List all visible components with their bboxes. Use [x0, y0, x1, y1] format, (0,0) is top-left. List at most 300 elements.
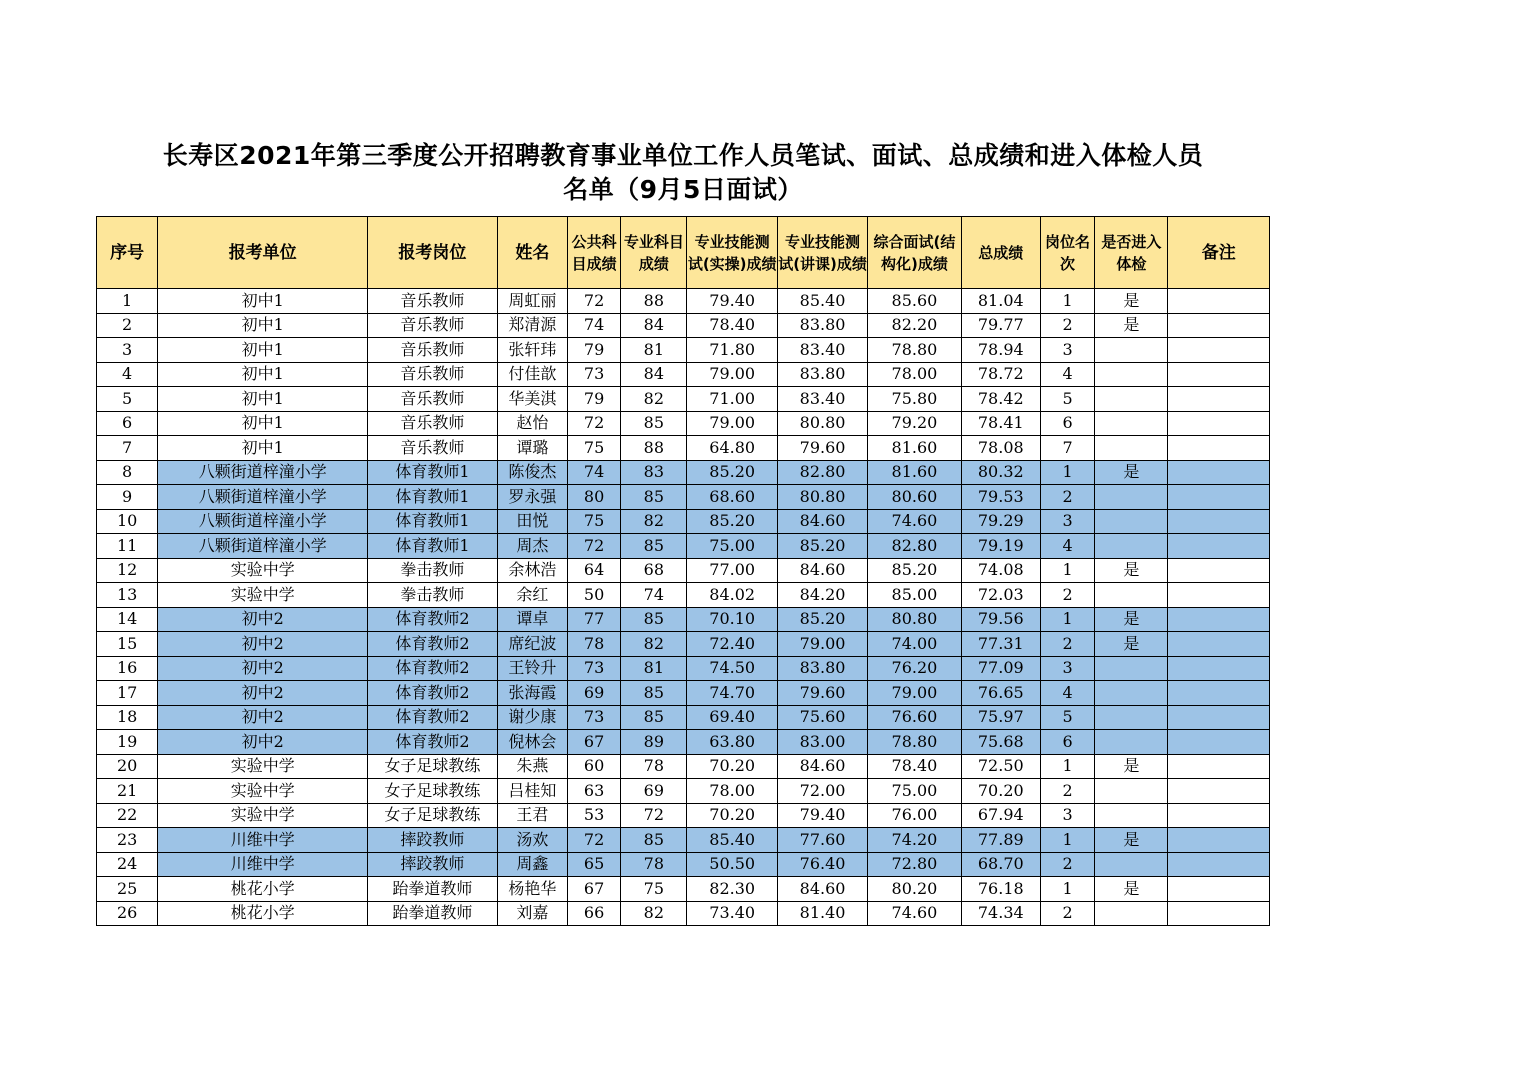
cell-interview-score: 78.80 [868, 338, 961, 363]
table-row [97, 754, 1270, 779]
cell-position: 摔跤教师 [368, 828, 498, 853]
header-physical-exam: 是否进入体检 [1095, 217, 1168, 289]
cell-note [1168, 681, 1270, 706]
cell-skill-practice-score: 78.00 [687, 779, 777, 804]
cell-physical-exam: 是 [1095, 289, 1168, 314]
cell-interview-score: 80.20 [868, 877, 961, 902]
cell-position: 体育教师2 [368, 681, 498, 706]
cell-name: 谢少康 [497, 705, 567, 730]
cell-rank: 3 [1040, 509, 1094, 534]
cell-position: 音乐教师 [368, 313, 498, 338]
cell-major-score: 84 [621, 313, 687, 338]
cell-unit: 实验中学 [158, 558, 368, 583]
header-skill-lecture-score: 专业技能测试(讲课)成绩 [777, 217, 867, 289]
cell-name: 倪林会 [497, 730, 567, 755]
cell-major-score: 85 [621, 681, 687, 706]
cell-public-score: 64 [567, 558, 620, 583]
cell-skill-practice-score: 50.50 [687, 852, 777, 877]
cell-skill-practice-score: 77.00 [687, 558, 777, 583]
cell-skill-lecture-score: 83.80 [777, 656, 867, 681]
header-row [97, 217, 1270, 289]
cell-physical-exam [1095, 436, 1168, 461]
cell-skill-lecture-score: 80.80 [777, 411, 867, 436]
cell-seq: 3 [97, 338, 158, 363]
cell-name: 谭璐 [497, 436, 567, 461]
cell-seq: 12 [97, 558, 158, 583]
cell-total-score: 77.09 [961, 656, 1040, 681]
cell-skill-practice-score: 82.30 [687, 877, 777, 902]
cell-total-score: 77.89 [961, 828, 1040, 853]
cell-unit: 初中1 [158, 289, 368, 314]
cell-seq: 22 [97, 803, 158, 828]
cell-name: 田悦 [497, 509, 567, 534]
cell-total-score: 78.94 [961, 338, 1040, 363]
cell-physical-exam [1095, 852, 1168, 877]
cell-major-score: 85 [621, 411, 687, 436]
cell-skill-lecture-score: 83.00 [777, 730, 867, 755]
cell-position: 体育教师2 [368, 705, 498, 730]
cell-interview-score: 85.20 [868, 558, 961, 583]
cell-position: 音乐教师 [368, 436, 498, 461]
cell-total-score: 79.19 [961, 534, 1040, 559]
cell-seq: 20 [97, 754, 158, 779]
cell-rank: 1 [1040, 877, 1094, 902]
cell-position: 音乐教师 [368, 387, 498, 412]
cell-public-score: 53 [567, 803, 620, 828]
cell-total-score: 70.20 [961, 779, 1040, 804]
cell-rank: 1 [1040, 607, 1094, 632]
cell-major-score: 68 [621, 558, 687, 583]
table-row [97, 803, 1270, 828]
cell-note [1168, 705, 1270, 730]
cell-public-score: 73 [567, 656, 620, 681]
cell-public-score: 67 [567, 730, 620, 755]
table-row [97, 509, 1270, 534]
cell-note [1168, 558, 1270, 583]
cell-note [1168, 387, 1270, 412]
cell-rank: 1 [1040, 460, 1094, 485]
cell-name: 陈俊杰 [497, 460, 567, 485]
cell-name: 付佳歆 [497, 362, 567, 387]
cell-unit: 八颗街道梓潼小学 [158, 485, 368, 510]
cell-total-score: 80.32 [961, 460, 1040, 485]
cell-rank: 4 [1040, 534, 1094, 559]
cell-position: 体育教师1 [368, 534, 498, 559]
cell-total-score: 81.04 [961, 289, 1040, 314]
cell-seq: 10 [97, 509, 158, 534]
cell-seq: 15 [97, 632, 158, 657]
cell-public-score: 66 [567, 901, 620, 926]
cell-major-score: 89 [621, 730, 687, 755]
cell-name: 华美淇 [497, 387, 567, 412]
cell-seq: 16 [97, 656, 158, 681]
table-row [97, 607, 1270, 632]
cell-public-score: 63 [567, 779, 620, 804]
cell-major-score: 78 [621, 754, 687, 779]
cell-position: 音乐教师 [368, 338, 498, 363]
cell-unit: 实验中学 [158, 583, 368, 608]
table-row [97, 656, 1270, 681]
cell-unit: 八颗街道梓潼小学 [158, 534, 368, 559]
cell-unit: 桃花小学 [158, 877, 368, 902]
cell-name: 张海霞 [497, 681, 567, 706]
cell-skill-practice-score: 79.40 [687, 289, 777, 314]
table-row [97, 485, 1270, 510]
cell-major-score: 85 [621, 705, 687, 730]
table-row [97, 583, 1270, 608]
cell-note [1168, 656, 1270, 681]
cell-note [1168, 901, 1270, 926]
cell-note [1168, 583, 1270, 608]
cell-rank: 4 [1040, 681, 1094, 706]
cell-skill-lecture-score: 79.60 [777, 436, 867, 461]
cell-interview-score: 75.00 [868, 779, 961, 804]
cell-rank: 3 [1040, 656, 1094, 681]
cell-major-score: 85 [621, 607, 687, 632]
cell-skill-practice-score: 78.40 [687, 313, 777, 338]
header-rank: 岗位名次 [1040, 217, 1094, 289]
table-row [97, 877, 1270, 902]
cell-interview-score: 85.60 [868, 289, 961, 314]
cell-name: 吕桂知 [497, 779, 567, 804]
cell-public-score: 75 [567, 436, 620, 461]
table-row [97, 534, 1270, 559]
cell-position: 体育教师1 [368, 460, 498, 485]
cell-name: 王君 [497, 803, 567, 828]
cell-seq: 26 [97, 901, 158, 926]
cell-skill-practice-score: 84.02 [687, 583, 777, 608]
cell-total-score: 67.94 [961, 803, 1040, 828]
cell-rank: 2 [1040, 901, 1094, 926]
cell-unit: 初中1 [158, 313, 368, 338]
cell-public-score: 74 [567, 460, 620, 485]
cell-rank: 1 [1040, 289, 1094, 314]
cell-name: 朱燕 [497, 754, 567, 779]
cell-note [1168, 460, 1270, 485]
cell-public-score: 78 [567, 632, 620, 657]
cell-unit: 八颗街道梓潼小学 [158, 509, 368, 534]
cell-interview-score: 79.00 [868, 681, 961, 706]
document-title-line2: 名单（9月5日面试） [563, 175, 803, 204]
cell-name: 杨艳华 [497, 877, 567, 902]
cell-skill-lecture-score: 84.60 [777, 754, 867, 779]
cell-note [1168, 632, 1270, 657]
cell-name: 赵怡 [497, 411, 567, 436]
cell-skill-lecture-score: 83.80 [777, 362, 867, 387]
cell-major-score: 72 [621, 803, 687, 828]
cell-major-score: 85 [621, 828, 687, 853]
cell-public-score: 50 [567, 583, 620, 608]
cell-skill-practice-score: 79.00 [687, 362, 777, 387]
cell-total-score: 79.77 [961, 313, 1040, 338]
cell-seq: 23 [97, 828, 158, 853]
cell-skill-lecture-score: 79.40 [777, 803, 867, 828]
table-row [97, 632, 1270, 657]
cell-skill-practice-score: 71.80 [687, 338, 777, 363]
cell-position: 跆拳道教师 [368, 901, 498, 926]
table-row [97, 313, 1270, 338]
cell-position: 女子足球教练 [368, 779, 498, 804]
cell-public-score: 79 [567, 338, 620, 363]
cell-unit: 初中2 [158, 705, 368, 730]
cell-name: 郑清源 [497, 313, 567, 338]
cell-physical-exam [1095, 583, 1168, 608]
cell-physical-exam [1095, 705, 1168, 730]
cell-public-score: 72 [567, 828, 620, 853]
cell-position: 体育教师2 [368, 632, 498, 657]
cell-total-score: 75.68 [961, 730, 1040, 755]
table-row [97, 901, 1270, 926]
cell-interview-score: 80.80 [868, 607, 961, 632]
cell-public-score: 72 [567, 411, 620, 436]
header-unit: 报考单位 [158, 217, 368, 289]
cell-seq: 9 [97, 485, 158, 510]
cell-major-score: 85 [621, 485, 687, 510]
cell-note [1168, 362, 1270, 387]
cell-physical-exam [1095, 362, 1168, 387]
cell-public-score: 72 [567, 534, 620, 559]
cell-total-score: 72.50 [961, 754, 1040, 779]
cell-total-score: 78.41 [961, 411, 1040, 436]
cell-seq: 13 [97, 583, 158, 608]
header-skill-practice-score: 专业技能测试(实操)成绩 [687, 217, 777, 289]
cell-physical-exam: 是 [1095, 877, 1168, 902]
cell-skill-practice-score: 70.20 [687, 754, 777, 779]
cell-public-score: 67 [567, 877, 620, 902]
cell-skill-practice-score: 75.00 [687, 534, 777, 559]
cell-name: 周鑫 [497, 852, 567, 877]
cell-name: 余红 [497, 583, 567, 608]
cell-total-score: 78.08 [961, 436, 1040, 461]
cell-public-score: 74 [567, 313, 620, 338]
cell-skill-practice-score: 69.40 [687, 705, 777, 730]
cell-total-score: 74.34 [961, 901, 1040, 926]
header-seq: 序号 [97, 217, 158, 289]
cell-skill-lecture-score: 83.40 [777, 338, 867, 363]
cell-position: 体育教师1 [368, 509, 498, 534]
cell-position: 体育教师2 [368, 656, 498, 681]
cell-total-score: 78.72 [961, 362, 1040, 387]
cell-rank: 3 [1040, 803, 1094, 828]
cell-position: 拳击教师 [368, 583, 498, 608]
cell-position: 音乐教师 [368, 411, 498, 436]
cell-physical-exam [1095, 656, 1168, 681]
cell-skill-lecture-score: 77.60 [777, 828, 867, 853]
cell-skill-lecture-score: 83.40 [777, 387, 867, 412]
cell-total-score: 76.18 [961, 877, 1040, 902]
cell-seq: 4 [97, 362, 158, 387]
cell-interview-score: 80.60 [868, 485, 961, 510]
header-position: 报考岗位 [368, 217, 498, 289]
cell-seq: 11 [97, 534, 158, 559]
cell-interview-score: 76.60 [868, 705, 961, 730]
cell-note [1168, 754, 1270, 779]
cell-interview-score: 74.20 [868, 828, 961, 853]
cell-skill-practice-score: 64.80 [687, 436, 777, 461]
cell-note [1168, 289, 1270, 314]
cell-public-score: 73 [567, 362, 620, 387]
cell-total-score: 75.97 [961, 705, 1040, 730]
cell-interview-score: 78.80 [868, 730, 961, 755]
cell-unit: 初中2 [158, 607, 368, 632]
cell-skill-practice-score: 85.20 [687, 509, 777, 534]
cell-skill-practice-score: 85.40 [687, 828, 777, 853]
cell-seq: 8 [97, 460, 158, 485]
cell-position: 女子足球教练 [368, 754, 498, 779]
results-table [96, 216, 1270, 926]
cell-position: 体育教师1 [368, 485, 498, 510]
cell-skill-lecture-score: 76.40 [777, 852, 867, 877]
cell-skill-practice-score: 63.80 [687, 730, 777, 755]
cell-interview-score: 81.60 [868, 460, 961, 485]
table-row [97, 705, 1270, 730]
cell-physical-exam: 是 [1095, 558, 1168, 583]
cell-physical-exam [1095, 730, 1168, 755]
cell-skill-lecture-score: 84.60 [777, 509, 867, 534]
cell-skill-lecture-score: 84.20 [777, 583, 867, 608]
cell-interview-score: 85.00 [868, 583, 961, 608]
document-title-line1: 长寿区2021年第三季度公开招聘教育事业单位工作人员笔试、面试、总成绩和进入体检人员 [162, 141, 1204, 170]
cell-rank: 2 [1040, 632, 1094, 657]
cell-name: 余林浩 [497, 558, 567, 583]
cell-note [1168, 509, 1270, 534]
cell-skill-lecture-score: 85.20 [777, 607, 867, 632]
cell-skill-lecture-score: 79.00 [777, 632, 867, 657]
cell-total-score: 79.56 [961, 607, 1040, 632]
cell-public-score: 80 [567, 485, 620, 510]
cell-name: 罗永强 [497, 485, 567, 510]
cell-name: 席纪波 [497, 632, 567, 657]
cell-major-score: 82 [621, 387, 687, 412]
cell-note [1168, 779, 1270, 804]
cell-rank: 2 [1040, 583, 1094, 608]
cell-note [1168, 828, 1270, 853]
cell-interview-score: 82.20 [868, 313, 961, 338]
cell-physical-exam [1095, 509, 1168, 534]
cell-rank: 1 [1040, 828, 1094, 853]
table-row [97, 852, 1270, 877]
cell-public-score: 73 [567, 705, 620, 730]
table-row [97, 779, 1270, 804]
cell-physical-exam [1095, 411, 1168, 436]
cell-physical-exam [1095, 338, 1168, 363]
cell-name: 王铃升 [497, 656, 567, 681]
cell-unit: 初中1 [158, 338, 368, 363]
cell-interview-score: 78.40 [868, 754, 961, 779]
header-public-score: 公共科目成绩 [567, 217, 620, 289]
cell-note [1168, 411, 1270, 436]
cell-position: 音乐教师 [368, 362, 498, 387]
cell-skill-practice-score: 74.70 [687, 681, 777, 706]
cell-seq: 21 [97, 779, 158, 804]
cell-major-score: 81 [621, 656, 687, 681]
cell-interview-score: 79.20 [868, 411, 961, 436]
table-row [97, 338, 1270, 363]
cell-major-score: 88 [621, 289, 687, 314]
cell-skill-practice-score: 73.40 [687, 901, 777, 926]
cell-skill-lecture-score: 81.40 [777, 901, 867, 926]
cell-unit: 八颗街道梓潼小学 [158, 460, 368, 485]
cell-rank: 1 [1040, 558, 1094, 583]
cell-interview-score: 74.60 [868, 901, 961, 926]
cell-seq: 25 [97, 877, 158, 902]
table-row [97, 558, 1270, 583]
cell-unit: 川维中学 [158, 852, 368, 877]
cell-seq: 7 [97, 436, 158, 461]
cell-name: 周虹丽 [497, 289, 567, 314]
cell-unit: 初中2 [158, 656, 368, 681]
cell-skill-practice-score: 70.20 [687, 803, 777, 828]
cell-rank: 2 [1040, 779, 1094, 804]
cell-skill-lecture-score: 84.60 [777, 558, 867, 583]
header-note: 备注 [1168, 217, 1270, 289]
cell-skill-practice-score: 74.50 [687, 656, 777, 681]
cell-skill-lecture-score: 72.00 [777, 779, 867, 804]
cell-physical-exam [1095, 803, 1168, 828]
cell-note [1168, 338, 1270, 363]
cell-unit: 实验中学 [158, 779, 368, 804]
cell-interview-score: 82.80 [868, 534, 961, 559]
cell-note [1168, 877, 1270, 902]
cell-public-score: 79 [567, 387, 620, 412]
cell-skill-lecture-score: 84.60 [777, 877, 867, 902]
cell-unit: 初中2 [158, 681, 368, 706]
cell-public-score: 60 [567, 754, 620, 779]
cell-note [1168, 803, 1270, 828]
cell-name: 周杰 [497, 534, 567, 559]
cell-unit: 初中1 [158, 436, 368, 461]
cell-total-score: 74.08 [961, 558, 1040, 583]
cell-unit: 初中1 [158, 387, 368, 412]
cell-total-score: 77.31 [961, 632, 1040, 657]
cell-unit: 川维中学 [158, 828, 368, 853]
cell-skill-practice-score: 85.20 [687, 460, 777, 485]
cell-rank: 2 [1040, 313, 1094, 338]
cell-major-score: 78 [621, 852, 687, 877]
cell-public-score: 77 [567, 607, 620, 632]
table-row [97, 387, 1270, 412]
cell-major-score: 83 [621, 460, 687, 485]
cell-physical-exam [1095, 779, 1168, 804]
cell-position: 女子足球教练 [368, 803, 498, 828]
cell-interview-score: 75.80 [868, 387, 961, 412]
cell-name: 张轩玮 [497, 338, 567, 363]
cell-physical-exam [1095, 534, 1168, 559]
cell-seq: 17 [97, 681, 158, 706]
cell-major-score: 84 [621, 362, 687, 387]
cell-note [1168, 534, 1270, 559]
cell-position: 跆拳道教师 [368, 877, 498, 902]
cell-unit: 初中2 [158, 730, 368, 755]
cell-rank: 2 [1040, 485, 1094, 510]
cell-rank: 3 [1040, 338, 1094, 363]
cell-unit: 桃花小学 [158, 901, 368, 926]
cell-position: 拳击教师 [368, 558, 498, 583]
cell-position: 音乐教师 [368, 289, 498, 314]
table-row [97, 289, 1270, 314]
cell-rank: 4 [1040, 362, 1094, 387]
cell-note [1168, 607, 1270, 632]
cell-unit: 实验中学 [158, 754, 368, 779]
cell-unit: 初中1 [158, 411, 368, 436]
cell-seq: 14 [97, 607, 158, 632]
cell-interview-score: 76.00 [868, 803, 961, 828]
cell-note [1168, 485, 1270, 510]
cell-major-score: 74 [621, 583, 687, 608]
cell-skill-lecture-score: 75.60 [777, 705, 867, 730]
cell-skill-lecture-score: 85.20 [777, 534, 867, 559]
cell-skill-lecture-score: 82.80 [777, 460, 867, 485]
